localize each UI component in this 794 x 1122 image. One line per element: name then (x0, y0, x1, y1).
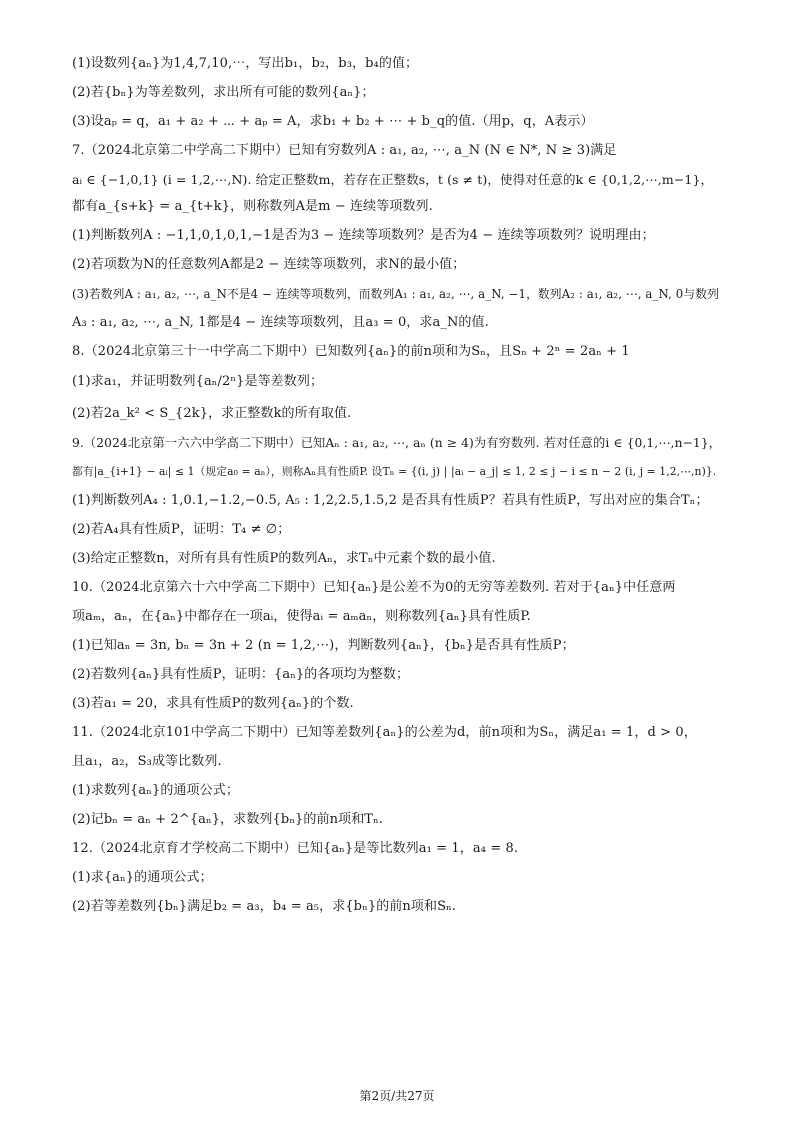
text-line: 都有a_{s+k} = a_{t+k}，则称数列A是m − 连续等项数列. (72, 199, 433, 214)
text-line: A₃ : a₁, a₂, ⋯, a_N, 1都是4 − 连续等项数列，且a₃ = 0，求a_N的值. (72, 315, 489, 330)
text-line: (1)判断数列A : −1,1,0,1,0,1,−1是否为3 − 连续等项数列？是否为4 − 连续等项数列？说明理由； (72, 228, 655, 243)
page-footer: 第2页/共27页 (359, 1089, 435, 1103)
text-line: (3)给定正整数n，对所有具有性质P的数列Aₙ，求Tₙ中元素个数的最小值. (72, 551, 496, 566)
text-line: (2)记bₙ = aₙ + 2^{aₙ}，求数列{bₙ}的前n项和Tₙ. (72, 812, 384, 827)
text-line: 都有|a_{i+1} − aᵢ| ≤ 1（规定a₀ = aₙ），则称Aₙ具有性质P. 设Tₙ = {(i, j) | |aᵢ − a_j| ≤ 1, 2 ≤ j − i ≤ n − 2 (i, j = 1,2,⋯,n)}. (72, 465, 717, 478)
text-line: (2)若A₄具有性质P，证明：T₄ ≠ ∅； (72, 522, 291, 537)
text-line: aᵢ ∈ {−1,0,1} (i = 1,2,⋯,N). 给定正整数m，若存在正整数s，t (s ≠ t)，使得对任意的k ∈ {0,1,2,⋯,m−1}， (72, 172, 714, 187)
text-line: (2)若项数为N的任意数列A都是2 − 连续等项数列，求N的最小值； (72, 257, 466, 272)
text-line: (3)若数列A : a₁, a₂, ⋯, a_N不是4 − 连续等项数列，而数列A₁ : a₁, a₂, ⋯, a_N, −1，数列A₂ : a₁, a₂, ⋯, a_N, 0与数列 (72, 287, 719, 301)
problem-8-heading: 8.（2024北京第三十一中学高二下期中）已知数列{aₙ}的前n项和为Sₙ，且Sₙ + 2ⁿ = 2aₙ + 1 (72, 344, 630, 359)
text-line: (1)已知aₙ = 3n, bₙ = 3n + 2 (n = 1,2,⋯)，判断数列{aₙ}，{bₙ}是否具有性质P； (72, 638, 575, 653)
text-line: (1)求{aₙ}的通项公式； (72, 870, 213, 885)
problem-10-heading: 10.（2024北京第六十六中学高二下期中）已知{aₙ}是公差不为0的无穷等差数列. 若对于{aₙ}中任意两 (72, 580, 676, 595)
text-line: (1)求a₁，并证明数列{aₙ/2ⁿ}是等差数列； (72, 374, 324, 389)
text-line: (1)判断数列A₄ : 1,0.1,−1.2,−0.5, A₅ : 1,2,2.5,1.5,2 是否具有性质P？若具有性质P，写出对应的集合Tₙ； (72, 493, 709, 508)
text-line: (3)若a₁ = 20，求具有性质P的数列{aₙ}的个数. (72, 696, 354, 711)
problem-7-heading: 7.（2024北京第二中学高二下期中）已知有穷数列A : a₁, a₂, ⋯, a_N (N ∈ N*, N ≥ 3)满足 (72, 143, 617, 158)
text-line: (2)若2a_k² < S_{2k}，求正整数k的所有取值. (72, 406, 352, 421)
problem-11-heading: 11.（2024北京101中学高二下期中）已知等差数列{aₙ}的公差为d，前n项和为Sₙ，满足a₁ = 1，d > 0， (72, 725, 697, 740)
text-line: (1)求数列{aₙ}的通项公式； (72, 783, 239, 798)
text-line: 且a₁，a₂，S₃成等比数列. (72, 754, 222, 769)
text-line: 项aₘ，aₙ，在{aₙ}中都存在一项aᵢ，使得aᵢ = aₘaₙ，则称数列{aₙ}具有性质P. (72, 609, 531, 624)
problem-9-heading: 9.（2024北京第一六六中学高二下期中）已知Aₙ : a₁, a₂, ⋯, aₙ (n ≥ 4)为有穷数列. 若对任意的i ∈ {0,1,⋯,n−1}， (72, 436, 722, 450)
page-content (72, 54, 722, 926)
problem-12-heading: 12.（2024北京育才学校高二下期中）已知{aₙ}是等比数列a₁ = 1，a₄ = 8. (72, 841, 519, 856)
text-line: (2)若等差数列{bₙ}满足b₂ = a₃，b₄ = a₅，求{bₙ}的前n项和Sₙ. (72, 899, 457, 914)
text-line: (1)设数列{aₙ}为1,4,7,10,⋯，写出b₁，b₂，b₃，b₄的值； (72, 56, 419, 71)
text-line: (2)若{bₙ}为等差数列，求出所有可能的数列{aₙ}； (72, 85, 375, 100)
text-line: (2)若数列{aₙ}具有性质P，证明：{aₙ}的各项均为整数； (72, 667, 410, 682)
text-line: (3)设aₚ = q，a₁ + a₂ + ⋯ + aₚ = A，求b₁ + b₂ + ⋯ + b_q的值.（用p，q，A表示） (72, 114, 594, 129)
